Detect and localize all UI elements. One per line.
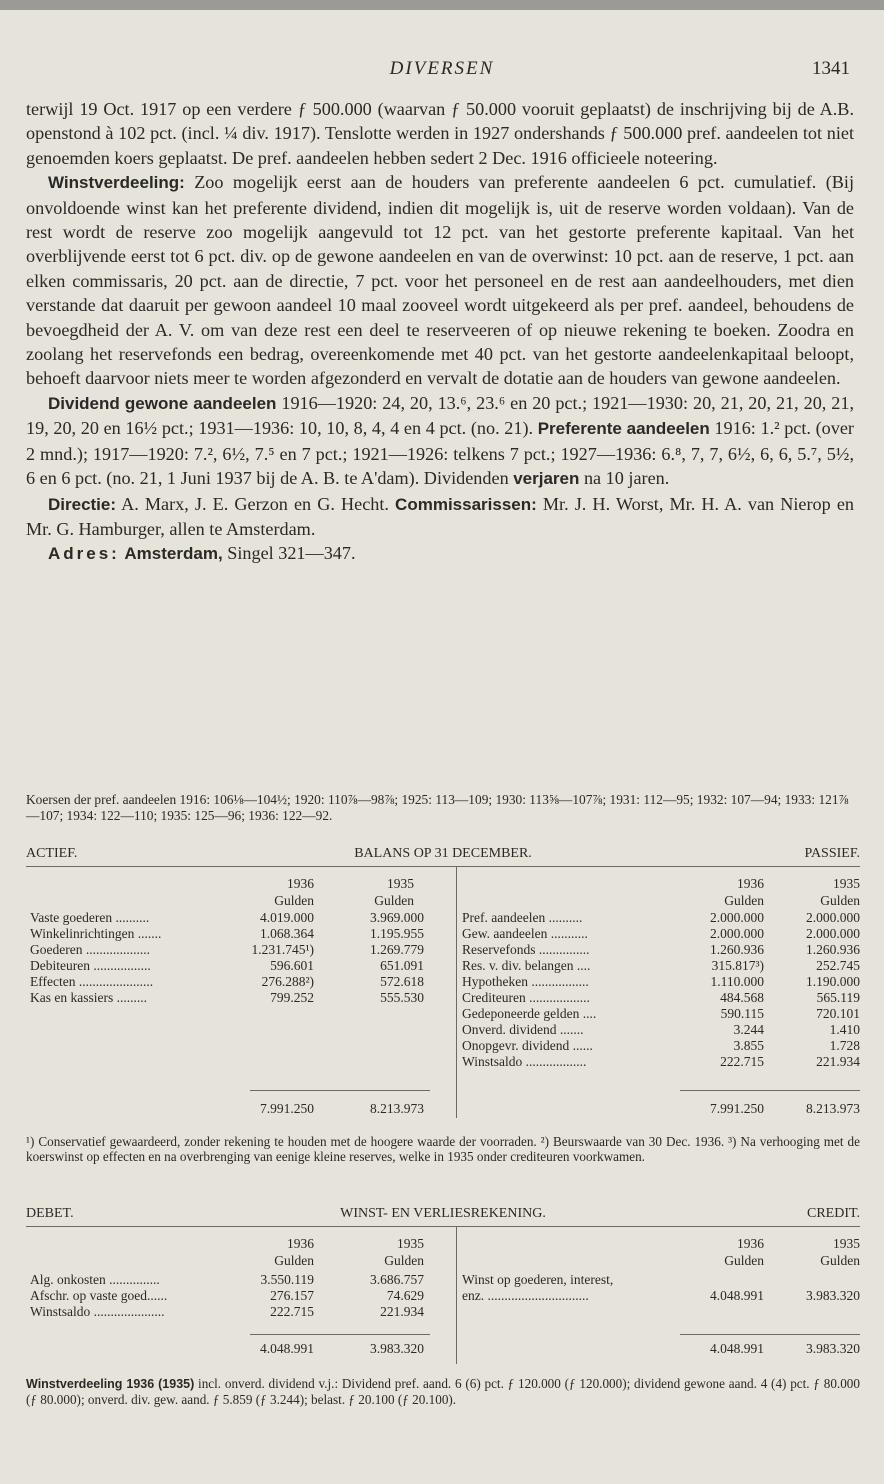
balans-actief-value-1935: 651.091 [380, 958, 424, 973]
wv-credit-total-1935: 3.983.320 [806, 1341, 860, 1356]
balans-actief-value-1936: 4.019.000 [260, 910, 314, 925]
dividend-gewone-label: Dividend gewone aandeelen [48, 393, 277, 413]
balans-actief-unit-1935: Gulden [374, 893, 414, 908]
balans-passief-value-1936: 2.000.000 [710, 926, 764, 941]
balans-actief-total-1936: 7.991.250 [260, 1101, 314, 1116]
wv-debet-total-rule [250, 1334, 430, 1335]
balans-passief-value-1935: 2.000.000 [806, 926, 860, 941]
directie-label: Directie: [48, 494, 117, 514]
balans-passief-label: Gedeponeerde gelden .... [462, 1006, 597, 1021]
balans-footnotes: ¹) Conservatief gewaardeerd, zonder rekening te houden met de hoogere waarde der voorraden. ²) Beurswaarde van 30 Dec. 1936. ³) Na verhooging met de koerswinst op effecten en na overbrenging van eenige kleine reserves, welke in 1935 onder crediteuren voorkwamen. [26, 1134, 860, 1165]
wv-debet-value-1935: 74.629 [386, 1288, 424, 1303]
balans-passief-label: Hypotheken ................. [462, 974, 589, 989]
balans-actief-value-1935: 555.530 [380, 990, 424, 1005]
winstverdeeling-label: Winstverdeeling: [48, 173, 185, 193]
balans-passief-value-1936: 2.000.000 [710, 910, 764, 925]
commissarissen-label: Commissarissen: [395, 494, 537, 514]
balans-passief-label: Crediteuren .................. [462, 990, 590, 1005]
wv-credit-label-2: enz. .............................. [462, 1288, 589, 1303]
wv-debet-value-1936: 3.550.119 [260, 1272, 314, 1287]
balans-actief-label: Winkelinrichtingen ....... [30, 926, 162, 941]
wv-debet-value-1936: 276.157 [270, 1288, 314, 1303]
wv-debet-value-1935: 3.686.757 [370, 1272, 424, 1287]
wv-debet-label: Alg. onkosten ............... [30, 1272, 160, 1287]
page-header [0, 58, 884, 88]
balans-passief-value-1935: 221.934 [816, 1054, 860, 1069]
balans-actief-value-1936: 596.601 [270, 958, 314, 973]
balans-passief-title: PASSIEF. [804, 846, 860, 861]
wv-debet-title: DEBET. [26, 1206, 74, 1221]
balans-actief-label: Debiteuren ................. [30, 958, 151, 973]
adres-text: Singel 321—347. [222, 543, 356, 564]
balans-passief-unit-1935: Gulden [820, 893, 860, 908]
balans-passief-unit-1936: Gulden [724, 893, 764, 908]
body-text [26, 97, 854, 567]
balans-passief-value-1935: 252.745 [816, 958, 860, 973]
dividend-gewone-text: 1916—1920: 24, 20, 13.⁶, 23.⁶ en 20 pct.; 1921—1930: 20, 21, 20, 21, 20, 21, 19, 20, 20 en 16½ pct.; 1931—1936: 10, 10, 8, 4, 4 en 4 pct. (no. 21). [26, 392, 854, 439]
paragraph-intro: terwijl 19 Oct. 1917 op een verdere ƒ 500.000 (waarvan ƒ 50.000 vooruit geplaatst) de inschrijving bij de A.B. openstond à 102 pct. (incl. ¼ div. 1917). Tenslotte werden in 1927 ondershands ƒ 500.000 pref. aandeelen tot niet genoemden koers geplaatst. De pref. aandeelen hebben sedert 2 Dec. 1916 officieele noteering. [26, 99, 854, 168]
balans-passief-value-1935: 1.410 [829, 1022, 860, 1037]
balans-passief-value-1936: 315.817³) [711, 958, 764, 973]
wv-debet-year-1936: 1936 [287, 1236, 314, 1251]
wv-credit-title: CREDIT. [806, 1206, 860, 1221]
wv-debet-total-1936: 4.048.991 [260, 1341, 314, 1356]
balans-actief-label: Effecten ...................... [30, 974, 154, 989]
balans-actief-value-1936: 1.231.745¹) [251, 942, 314, 957]
balans-passief-label: Reservefonds ............... [462, 942, 590, 957]
wv-credit-1935: 3.983.320 [806, 1288, 860, 1303]
balans-passief-label: Res. v. div. belangen .... [462, 958, 591, 973]
balans-passief-label: Winstsaldo .................. [462, 1054, 587, 1069]
balans-passief-value-1936: 3.244 [733, 1022, 764, 1037]
balans-actief-label: Goederen ................... [30, 942, 150, 957]
winstverdeeling-1936 [26, 1376, 860, 1407]
balans-actief-value-1936: 799.252 [270, 990, 314, 1005]
balans-actief-title: ACTIEF. [26, 846, 78, 861]
adres-city: Amsterdam, [124, 544, 223, 564]
balans-actief-unit-1936: Gulden [274, 893, 314, 908]
balans-passief-total-1935: 8.213.973 [806, 1101, 860, 1116]
wv-credit-year-1935: 1935 [833, 1236, 860, 1251]
balans-passief-value-1935: 1.260.936 [806, 942, 860, 957]
balans-actief-value-1935: 572.618 [380, 974, 424, 989]
balans-passief-value-1935: 565.119 [816, 990, 860, 1005]
preferente-label: Preferente aandeelen [537, 419, 710, 439]
balans-passief-label: Pref. aandeelen .......... [462, 910, 583, 925]
wv-debet-year-1935: 1935 [397, 1236, 424, 1251]
paragraph-directie [26, 492, 854, 542]
balans-passief-year-1935: 1935 [833, 876, 860, 891]
wv-credit-unit-1935: Gulden [820, 1253, 860, 1268]
wv-credit-1936: 4.048.991 [710, 1288, 764, 1303]
balans-passief-label: Onverd. dividend ....... [462, 1022, 584, 1037]
balans-title: BALANS OP 31 DECEMBER. [354, 846, 532, 861]
wv-top-rule [26, 1226, 860, 1227]
wv-debet-label: Afschr. op vaste goed...... [30, 1288, 168, 1303]
verjaren-text: na 10 jaren. [579, 468, 670, 489]
wv-title: WINST- EN VERLIESREKENING. [340, 1206, 546, 1221]
balans-passief-label: Onopgevr. dividend ...... [462, 1038, 593, 1053]
wv-credit-total-rule [680, 1334, 860, 1335]
wv-debet-value-1935: 221.934 [380, 1304, 424, 1319]
winstverdeeling-1936-text: incl. onverd. dividend v.j.: Dividend pref. aand. 6 (6) pct. ƒ 120.000 (ƒ 120.000); dividend gewone aand. 4 (4) pct. ƒ 80.000 (ƒ 80.000); onverd. div. gew. aand. ƒ 5.859 (ƒ 3.244); belast. ƒ 20.100 (ƒ 20.100). [26, 1376, 860, 1408]
paragraph-dividend [26, 391, 854, 492]
balans-actief-value-1935: 3.969.000 [370, 910, 424, 925]
page-title: DIVERSEN [389, 58, 495, 79]
balans-passief-value-1936: 484.568 [720, 990, 764, 1005]
paragraph-winstverdeeling [26, 170, 854, 391]
adres-label: Adres: [48, 544, 120, 564]
wv-header [26, 1206, 860, 1224]
wv-debet-unit-1935: Gulden [384, 1253, 424, 1268]
balans-passief-value-1935: 1.728 [829, 1038, 860, 1053]
paragraph-adres [26, 541, 854, 566]
commissarissen-text: Mr. J. H. Worst, Mr. H. A. van Nierop en Mr. G. Hamburger, allen te Amsterdam. [26, 493, 854, 539]
balans-top-rule [26, 866, 860, 867]
balans-actief-year-1936: 1936 [287, 876, 314, 891]
koersen-text: Koersen der pref. aandeelen 1916: 106⅛—104½; 1920: 110⅞—98⅞; 1925: 113—109; 1930: 113⅝—107⅞; 1931: 112—95; 1932: 107—94; 1933: 121⅞—107; 1934: 122—110; 1935: 125—96; 1936: 122—92. [26, 792, 849, 823]
preferente-text: 1916: 1.² pct. (over 2 mnd.); 1917—1920: 7.², 6½, 7.⁵ en 7 pct.; 1921—1926: telkens 7 pct.; 1927—1936: 6.⁸, 7, 7, 6½, 6, 6, 5.⁷, 5½, 6 en 6 pct. (no. 21, 1 Juni 1937 bij de A. B. te A'dam). Dividenden [26, 418, 854, 489]
balans-actief-label: Kas en kassiers ......... [30, 990, 147, 1005]
balans-passief-value-1936: 1.110.000 [710, 974, 764, 989]
winstverdeeling-1936-label: Winstverdeeling 1936 (1935) [26, 1377, 195, 1391]
balans-passief-value-1936: 3.855 [733, 1038, 764, 1053]
page-number: 1341 [812, 58, 850, 79]
balans-actief-label: Vaste goederen .......... [30, 910, 150, 925]
balans-passief-total-rule [680, 1090, 860, 1091]
wv-credit-total-1936: 4.048.991 [710, 1341, 764, 1356]
balans-actief-value-1936: 1.068.364 [260, 926, 314, 941]
wv-debet-value-1936: 222.715 [270, 1304, 314, 1319]
balans-actief-total-rule [250, 1090, 430, 1091]
balans-passief-label: Gew. aandeelen ........... [462, 926, 588, 941]
scan-top-edge [0, 0, 884, 10]
balans-passief-value-1936: 222.715 [720, 1054, 764, 1069]
balans-passief-year-1936: 1936 [737, 876, 764, 891]
balans-passief-value-1936: 1.260.936 [710, 942, 764, 957]
balans-passief-total-1936: 7.991.250 [710, 1101, 764, 1116]
verjaren-label: verjaren [513, 469, 580, 489]
wv-debet-total-1935: 3.983.320 [370, 1341, 424, 1356]
wv-divider [456, 1226, 457, 1364]
balans-passief-value-1935: 2.000.000 [806, 910, 860, 925]
balans-actief-value-1935: 1.195.955 [370, 926, 424, 941]
balans-actief-value-1936: 276.288²) [261, 974, 314, 989]
wv-credit-year-1936: 1936 [737, 1236, 764, 1251]
balans-passief-value-1935: 720.101 [816, 1006, 860, 1021]
balans-actief-total-1935: 8.213.973 [370, 1101, 424, 1116]
balans-divider [456, 866, 457, 1118]
wv-credit-unit-1936: Gulden [724, 1253, 764, 1268]
balans-actief-value-1935: 1.269.779 [370, 942, 424, 957]
winstverdeeling-text: Zoo mogelijk eerst aan de houders van preferente aandeelen 6 pct. cumulatief. (Bij onvoldoende winst kan het preferente dividend, indien dit mogelijk is, uit de reserve worden voldaan). Van de rest wordt de reserve zoo mogelijk aangevuld tot 12 pct. van het gestorte preferente kapitaal. Van het overblijvende eerst tot 6 pct. div. op de gewone aandeelen en van de overwinst: 10 pct. aan de reserve, 1 pct. aan elken commissaris, 20 pct. aan de directie, 7 pct. voor het personeel en de rest aan aandeelhouders, met dien verstande dat daaruit per gewoon aandeel 10 maal zooveel wordt uitgekeerd als per pref. aandeel, behoudens de bevoegdheid der A. V. om van deze rest een deel te reserveeren of op nieuwe rekening te boeken. Zoodra en zoolang het reservefonds een bedrag, overeenkomende met 40 pct. van het gestorte aandeelenkapitaal beloopt, behoeft daarvoor niets meer te worden afgezonderd en vervalt de dotatie aan de houders van gewone aandeelen. [26, 172, 854, 389]
wv-debet-label: Winstsaldo ..................... [30, 1304, 165, 1319]
balans-passief-value-1936: 590.115 [720, 1006, 764, 1021]
balans-actief-year-1935: 1935 [387, 876, 414, 891]
directie-text: A. Marx, J. E. Gerzon en G. Hecht. [116, 493, 396, 514]
balans-passief-value-1935: 1.190.000 [806, 974, 860, 989]
wv-debet-unit-1936: Gulden [274, 1253, 314, 1268]
balans-header [26, 846, 860, 864]
wv-credit-label-1: Winst op goederen, interest, [462, 1272, 614, 1287]
